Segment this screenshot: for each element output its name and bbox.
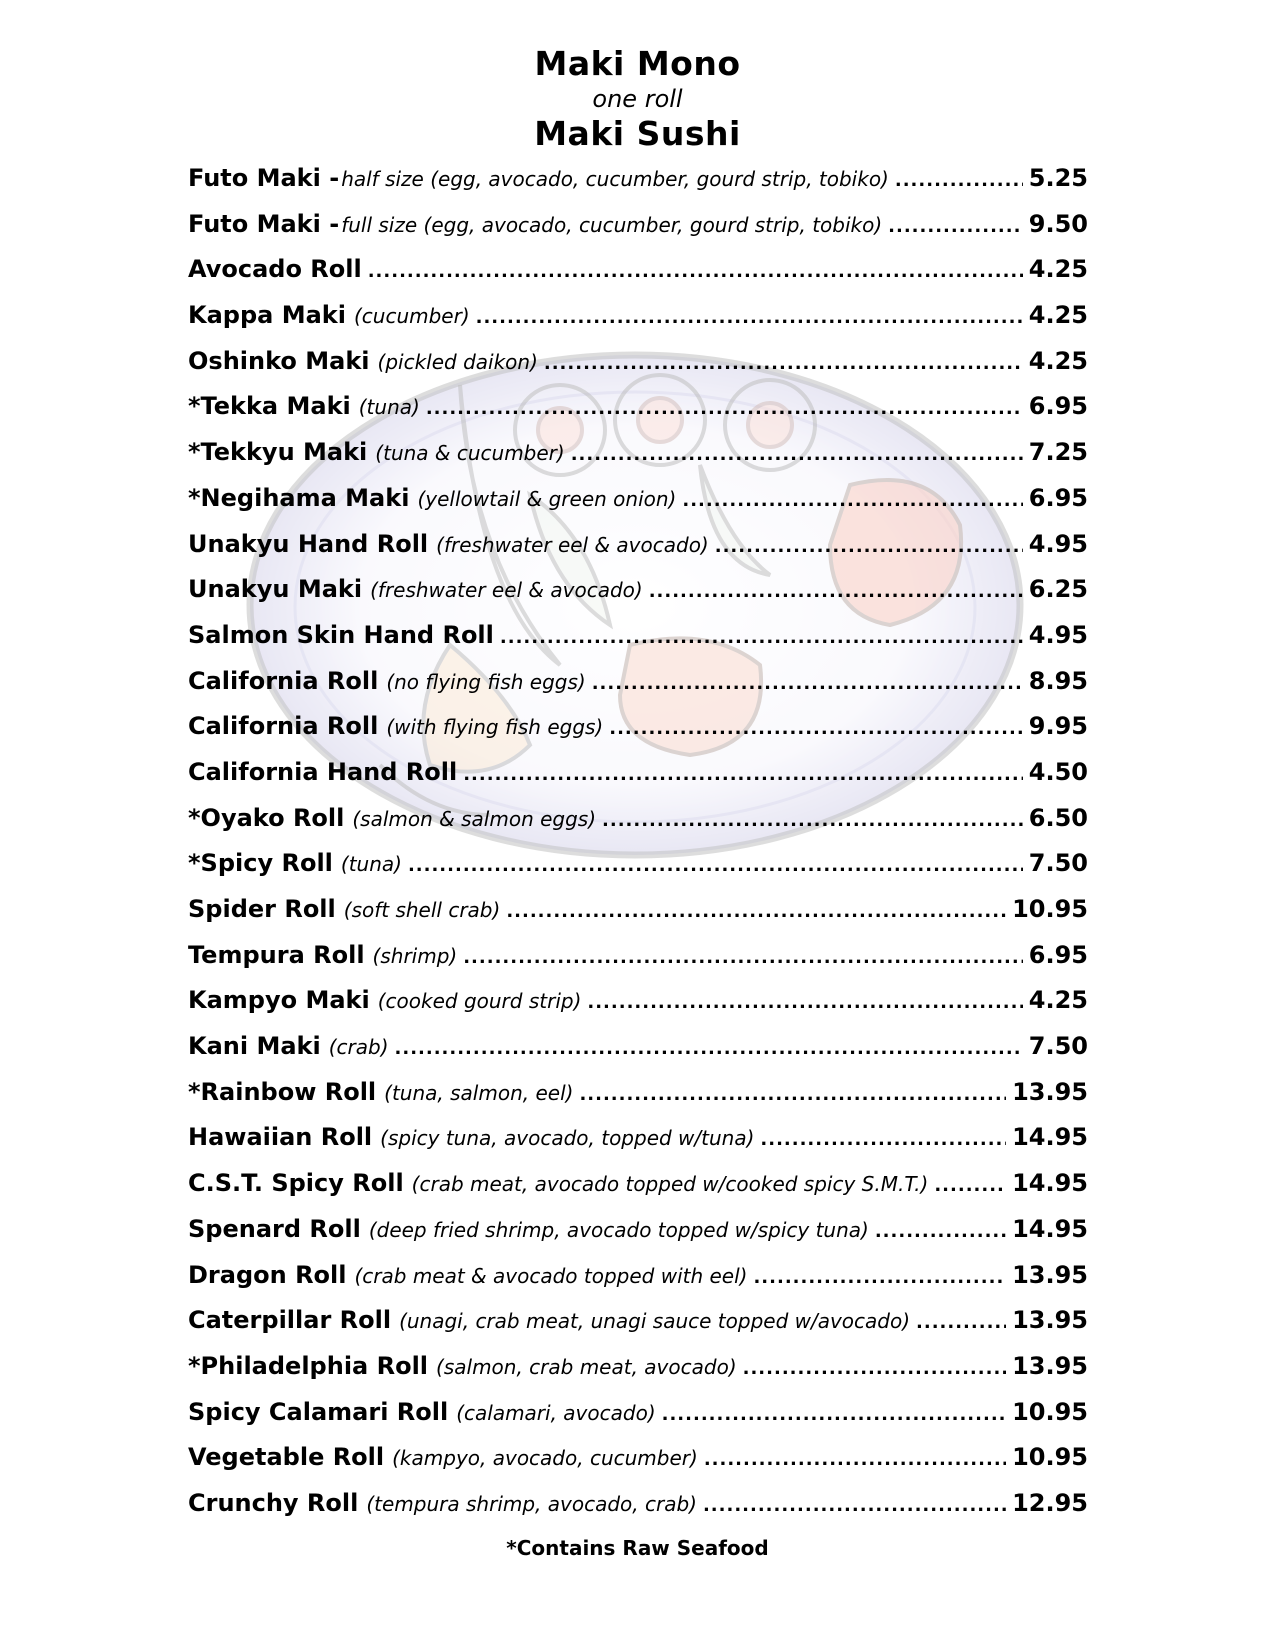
dot-leader (662, 1404, 1006, 1425)
item-name: *Oyako Roll (188, 803, 345, 832)
item-price: 6.95 (1028, 392, 1088, 421)
item-name: Dragon Roll (188, 1260, 347, 1289)
item-price: 13.95 (1012, 1351, 1088, 1380)
dot-leader (476, 307, 1023, 328)
item-description: (pickled daikon) (377, 349, 538, 374)
item-price: 14.95 (1012, 1214, 1088, 1243)
dot-leader (649, 581, 1023, 602)
item-name: Vegetable Roll (188, 1443, 385, 1472)
item-name: Caterpillar Roll (188, 1306, 392, 1335)
item-price: 6.50 (1028, 803, 1088, 832)
item-description: (salmon, crab meat, avocado) (436, 1354, 737, 1379)
item-description: (yellowtail & green onion) (417, 486, 677, 511)
dot-leader (592, 673, 1023, 694)
menu-item (188, 210, 1088, 256)
item-name: Salmon Skin Hand Roll (188, 620, 494, 649)
item-description: (soft shell crab) (343, 898, 501, 922)
menu-item (188, 1123, 1088, 1169)
dot-leader (602, 810, 1023, 831)
dot-leader (916, 1312, 1006, 1333)
item-description: (salmon & salmon eggs) (352, 806, 597, 831)
item-price: 6.95 (1028, 940, 1088, 969)
item-price: 4.50 (1028, 757, 1088, 786)
item-price: 13.95 (1012, 1260, 1088, 1289)
section-title: Maki Sushi (534, 114, 741, 153)
item-name: Kampyo Maki (188, 986, 370, 1015)
item-description: (tuna, salmon, eel) (384, 1080, 574, 1105)
item-price: 4.25 (1028, 301, 1088, 330)
item-name: Avocado Roll (188, 255, 362, 284)
item-name: Crunchy Roll (188, 1488, 359, 1517)
item-description: (freshwater eel & avocado) (436, 532, 709, 557)
menu-item (188, 1443, 1088, 1489)
item-price: 6.95 (1028, 483, 1088, 512)
item-name: *Rainbow Roll (188, 1077, 377, 1106)
item-description: (tuna) (340, 852, 402, 877)
menu-header (0, 44, 1275, 154)
dot-leader (579, 1084, 1006, 1105)
dot-leader (609, 718, 1023, 739)
menu-item (188, 392, 1088, 438)
dot-leader (587, 992, 1022, 1013)
menu-item (188, 804, 1088, 850)
item-price: 9.95 (1028, 712, 1088, 741)
item-name: *Philadelphia Roll (188, 1351, 429, 1380)
menu-item (188, 712, 1088, 758)
item-price: 10.95 (1012, 1443, 1088, 1472)
menu-item (188, 895, 1088, 941)
item-name: Unakyu Hand Roll (188, 529, 429, 558)
dot-leader (895, 170, 1023, 191)
item-name: Spider Roll (188, 895, 336, 923)
item-description: (crab meat, avocado topped w/cooked spicy S.M.T.) (411, 1172, 929, 1197)
menu-item (188, 255, 1088, 301)
dot-leader (703, 1495, 1006, 1516)
menu-list (188, 164, 1088, 1535)
item-price: 4.25 (1028, 346, 1088, 375)
item-price: 6.25 (1028, 575, 1088, 604)
item-name: Futo Maki - (188, 209, 340, 238)
footnote: *Contains Raw Seafood (506, 1536, 769, 1560)
menu-item (188, 438, 1088, 484)
menu-item (188, 1169, 1088, 1215)
item-description: (tempura shrimp, avocado, crab) (366, 1491, 697, 1516)
item-price: 13.95 (1012, 1077, 1088, 1106)
dot-leader (500, 627, 1023, 648)
item-price: 4.95 (1028, 529, 1088, 558)
item-price: 4.25 (1028, 986, 1088, 1015)
menu-item (188, 164, 1088, 210)
dot-leader (395, 1038, 1023, 1059)
item-description: (deep fried shrimp, avocado topped w/spicy tuna) (368, 1217, 869, 1242)
menu-item (188, 1306, 1088, 1352)
item-price: 14.95 (1012, 1169, 1088, 1198)
dot-leader (571, 444, 1023, 465)
item-name: *Tekkyu Maki (188, 438, 368, 467)
dot-leader (506, 901, 1006, 922)
item-price: 7.50 (1028, 849, 1088, 878)
item-description: (unagi, crab meat, unagi sauce topped w/avocado) (399, 1309, 911, 1334)
item-name: California Roll (188, 666, 379, 695)
item-description: (crab) (328, 1035, 389, 1060)
item-price: 10.95 (1012, 895, 1088, 923)
item-price: 12.95 (1012, 1488, 1088, 1517)
item-price: 7.50 (1028, 1032, 1088, 1061)
item-description: (no flying fish eggs) (386, 669, 586, 694)
menu-item (188, 301, 1088, 347)
item-price: 4.25 (1028, 255, 1088, 284)
menu-item (188, 1215, 1088, 1261)
item-price: 7.25 (1028, 438, 1088, 467)
item-name: Kani Maki (188, 1032, 321, 1061)
dot-leader (743, 1358, 1006, 1379)
item-name: Tempura Roll (188, 940, 365, 969)
item-name: *Spicy Roll (188, 849, 333, 878)
item-price: 5.25 (1028, 164, 1088, 192)
item-name: C.S.T. Spicy Roll (188, 1169, 404, 1198)
item-name: Futo Maki - (188, 164, 340, 192)
menu-item (188, 530, 1088, 576)
menu-item (188, 1261, 1088, 1307)
item-price: 14.95 (1012, 1123, 1088, 1152)
menu-item (188, 1078, 1088, 1124)
item-price: 10.95 (1012, 1397, 1088, 1426)
item-description: (with flying fish eggs) (386, 715, 604, 740)
dot-leader (544, 353, 1023, 374)
item-description: (tuna & cucumber) (375, 441, 565, 466)
item-name: Hawaiian Roll (188, 1123, 373, 1152)
dot-leader (875, 1221, 1006, 1242)
item-description: full size (egg, avocado, cucumber, gourd strip, tobiko) (341, 212, 883, 237)
item-price: 8.95 (1028, 666, 1088, 695)
dot-leader (715, 536, 1023, 557)
menu-item (188, 575, 1088, 621)
menu-item (188, 621, 1088, 667)
item-price: 9.50 (1028, 209, 1088, 238)
menu-item (188, 667, 1088, 713)
item-description: (kampyo, avocado, cucumber) (392, 1446, 698, 1471)
dot-leader (463, 764, 1023, 785)
item-name: *Negihama Maki (188, 483, 410, 512)
item-description: (calamari, avocado) (456, 1400, 656, 1425)
page-subtitle: one roll (592, 85, 683, 113)
item-description: (freshwater eel & avocado) (370, 578, 643, 603)
dot-leader (408, 855, 1023, 876)
menu-item (188, 941, 1088, 987)
item-name: California Roll (188, 712, 379, 741)
item-description: (shrimp) (372, 943, 458, 968)
item-name: Oshinko Maki (188, 346, 370, 375)
item-name: *Tekka Maki (188, 392, 351, 421)
dot-leader (463, 947, 1023, 968)
menu-item (188, 1032, 1088, 1078)
dot-leader (888, 216, 1023, 237)
page-title: Maki Mono (534, 44, 741, 83)
menu-item (188, 758, 1088, 804)
item-name: Kappa Maki (188, 301, 346, 330)
item-description: (spicy tuna, avocado, topped w/tuna) (380, 1126, 755, 1151)
item-description: (tuna) (358, 395, 420, 420)
menu-item (188, 1489, 1088, 1535)
menu-item (188, 849, 1088, 895)
item-price: 4.95 (1028, 620, 1088, 649)
menu-item (188, 986, 1088, 1032)
dot-leader (426, 398, 1023, 419)
item-price: 13.95 (1012, 1306, 1088, 1335)
item-name: California Hand Roll (188, 757, 458, 786)
item-name: Spenard Roll (188, 1214, 361, 1243)
dot-leader (760, 1129, 1006, 1150)
dot-leader (753, 1267, 1006, 1288)
dot-leader (368, 261, 1023, 282)
item-name: Spicy Calamari Roll (188, 1397, 449, 1426)
item-description: (cucumber) (353, 304, 470, 329)
dot-leader (682, 490, 1022, 511)
item-description: (cooked gourd strip) (377, 989, 582, 1014)
menu-item (188, 1352, 1088, 1398)
item-description: half size (egg, avocado, cucumber, gourd strip, tobiko) (341, 167, 889, 191)
menu-item (188, 347, 1088, 393)
item-name: Unakyu Maki (188, 575, 363, 604)
item-description: (crab meat & avocado topped with eel) (354, 1263, 748, 1288)
dot-leader (704, 1449, 1006, 1470)
menu-item (188, 484, 1088, 530)
menu-item (188, 1398, 1088, 1444)
dot-leader (934, 1175, 1006, 1196)
